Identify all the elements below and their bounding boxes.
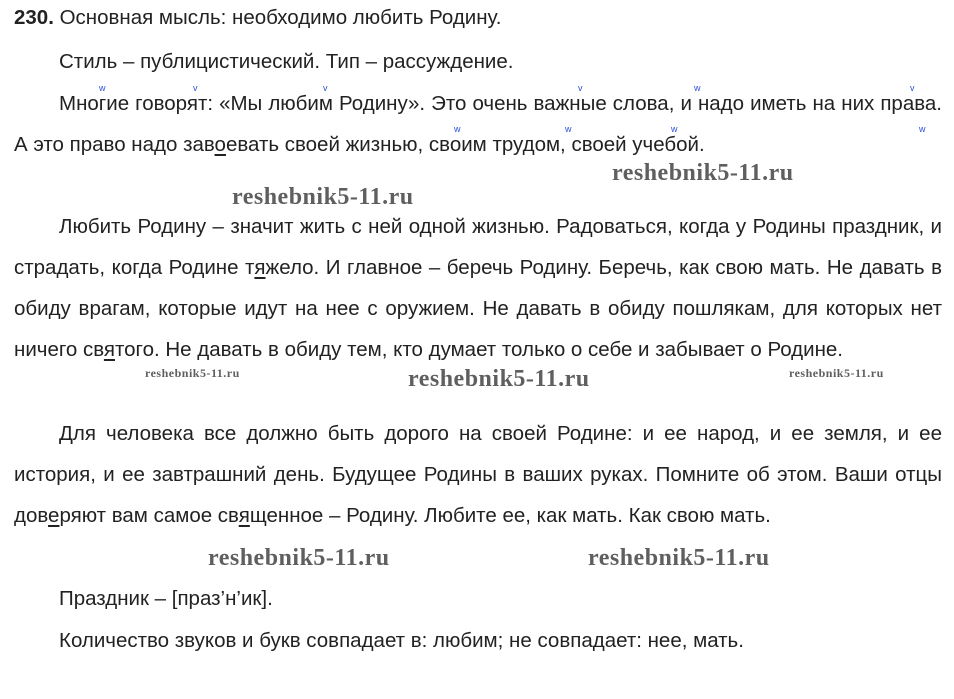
transcription-line: Праздник – [праз’н’ик]. — [59, 587, 273, 610]
watermark: reshebnik5-11.ru — [232, 184, 414, 210]
orthogram-mark: w — [454, 124, 461, 134]
orthogram-mark: v — [578, 83, 583, 93]
orthogram-mark: w — [671, 124, 678, 134]
underlined-letter: я — [103, 338, 115, 361]
watermark-small: reshebnik5-11.ru — [789, 366, 884, 380]
underlined-letter: о — [214, 133, 226, 156]
watermark: reshebnik5-11.ru — [208, 545, 390, 571]
sound-letter-count-line: Количество звуков и букв совпадает в: любим; не совпадает: нее, мать. — [59, 629, 744, 652]
paragraph-1 — [14, 83, 942, 165]
paragraph-2-text-e: того. Не давать в обиду тем, кто думает только о себе и забывает о Родине. — [115, 338, 844, 361]
underlined-letter: я — [254, 256, 266, 279]
paragraph-2 — [14, 206, 942, 370]
paragraph-3-text-e: щенное – Родину. Любите ее, как мать. Как свою мать. — [249, 504, 771, 527]
orthogram-mark: v — [193, 83, 198, 93]
watermark: reshebnik5-11.ru — [612, 160, 794, 186]
paragraph-3-text-c: ряют вам самое св — [59, 504, 239, 527]
paragraph-3 — [14, 413, 942, 536]
main-idea: Основная мысль: необходимо любить Родину. — [53, 6, 502, 29]
exercise-heading — [14, 4, 501, 32]
watermark: reshebnik5-11.ru — [588, 545, 770, 571]
paragraph-1-text-a: Многие говорят: «Мы любим Родину». Это очень важные слова, и надо иметь на них права. А это право надо зав — [14, 92, 942, 156]
orthogram-mark: w — [99, 83, 106, 93]
paragraph-1-text-c: евать своей жизнью, своим трудом, своей учебой. — [225, 133, 705, 156]
paragraph-3-text-a: Для человека все должно быть дорого на своей Родине: и ее народ, и ее земля, и ее история, и ее завтрашний день. Будущее Родины в ваших руках. Помните об этом. Ваши отцы дов — [14, 422, 942, 527]
paragraph-2-text-a: Любить Родину – значит жить с ней одной жизнью. Радоваться, когда у Родины праздник, и страдать, когда Родине т — [14, 215, 942, 279]
underlined-letter: я — [238, 504, 250, 527]
orthogram-mark: v — [910, 83, 915, 93]
orthogram-mark: w — [565, 124, 572, 134]
style-type-line: Стиль – публицистический. Тип – рассуждение. — [59, 50, 514, 73]
exercise-number: 230. — [14, 6, 54, 29]
underlined-letter: е — [48, 504, 60, 527]
watermark-small: reshebnik5-11.ru — [145, 366, 240, 380]
orthogram-mark: w — [919, 124, 926, 134]
orthogram-mark: w — [694, 83, 701, 93]
watermark: reshebnik5-11.ru — [408, 366, 590, 392]
orthogram-mark: v — [323, 83, 328, 93]
paragraph-2-text-c: жело. И главное – беречь Родину. Беречь, как свою мать. Не давать в обиду врагам, которые идут на нее с оружием. Не давать в обиду пошлякам, для которых нет ничего св — [14, 256, 943, 361]
